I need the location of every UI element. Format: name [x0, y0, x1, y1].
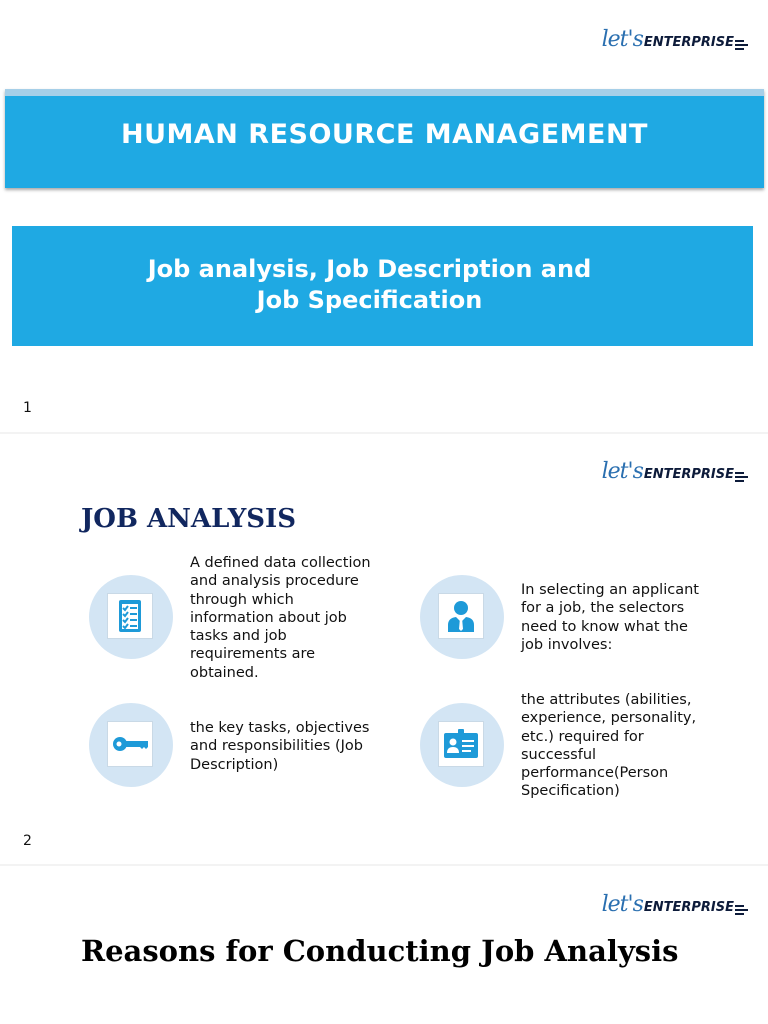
id-card-icon-circle — [420, 703, 504, 787]
slide-3 — [0, 866, 768, 1024]
lets-enterprise-logo — [602, 461, 748, 483]
logo-lines-icon — [735, 471, 748, 483]
item-2-text: In selecting an applicant for a job, the selectors need to know what the job involves: — [521, 582, 699, 653]
slide-title: HUMAN RESOURCE MANAGEMENT — [121, 119, 648, 150]
logo-script-text: let's — [601, 27, 643, 52]
item-3-text: the key tasks, objectives and responsibilities (Job Description) — [190, 720, 370, 773]
subtitle-line-1: Job analysis, Job Description and — [147, 255, 592, 283]
logo-lines-icon — [735, 39, 748, 51]
item-4-text: the attributes (abilities, experience, personality, etc.) required for successful performance(Person Specification) — [521, 692, 697, 800]
slide-2 — [0, 434, 768, 864]
lets-enterprise-logo — [602, 894, 748, 916]
item-1-text: A defined data collection and analysis procedure through which information about job tasks and job requirements are obtained. — [190, 555, 371, 681]
page-number: 1 — [23, 400, 32, 416]
subtitle-line-2: Job Specification — [256, 286, 483, 314]
slide-subtitle — [72, 254, 667, 316]
title-banner — [5, 89, 764, 188]
key-icon-circle — [89, 703, 173, 787]
logo-script-text: let's — [601, 459, 643, 484]
section-heading: Reasons for Conducting Job Analysis — [81, 934, 679, 968]
key-icon — [112, 726, 148, 762]
checklist-icon — [112, 598, 148, 634]
checklist-icon-circle — [89, 575, 173, 659]
logo-word-text: ENTERPRISE — [643, 900, 734, 915]
subtitle-banner — [12, 226, 753, 346]
page-number: 2 — [23, 833, 32, 849]
logo-word-text: ENTERPRISE — [643, 467, 734, 482]
id-card-icon — [443, 726, 479, 762]
lets-enterprise-logo — [602, 29, 748, 51]
logo-script-text: let's — [601, 892, 643, 917]
logo-word-text: ENTERPRISE — [643, 35, 734, 50]
logo-lines-icon — [735, 904, 748, 916]
section-heading: JOB ANALYSIS — [81, 504, 296, 534]
person-icon — [443, 598, 479, 634]
slide-1 — [0, 0, 768, 432]
person-icon-circle — [420, 575, 504, 659]
